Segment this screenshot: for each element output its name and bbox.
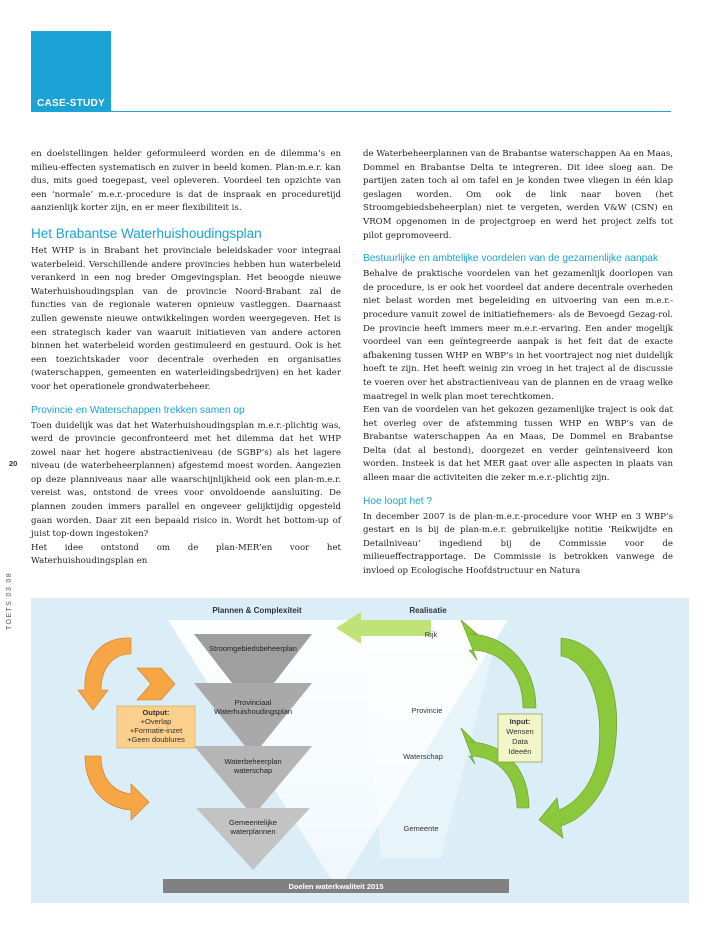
journal-issue-label: TOETS 03 08 bbox=[6, 571, 13, 630]
input-item-2: Data bbox=[512, 737, 528, 746]
output-title: Output: bbox=[142, 708, 170, 717]
page-number: 20 bbox=[9, 459, 18, 468]
realisatie-provincie: Provincie bbox=[411, 706, 443, 715]
realisatie-waterschap: Waterschap bbox=[403, 752, 443, 761]
output-item-1: +Overlap bbox=[140, 717, 172, 726]
heading-provincie-waterschappen: Provincie en Waterschappen trekken samen op bbox=[31, 404, 245, 416]
heading-waterhuishoudingsplan: Het Brabantse Waterhuishoudingsplan bbox=[31, 225, 262, 241]
orange-curve-arrow-bottom bbox=[85, 756, 149, 820]
right-column bbox=[363, 148, 673, 579]
level-label-4b: waterplannen bbox=[230, 827, 276, 836]
level-label-1: Stroomgebiedsbeheerplan bbox=[209, 644, 297, 653]
input-item-3: Ideeën bbox=[508, 747, 532, 756]
left-paragraph-2: Het WHP is in Brabant het provinciale beleidskader voor integraal waterbeleid. Verschillende andere provincies hebben hun waterbeleid verankerd in een nog breder Omgevingsplan. Het beoogde nieuwe Waterhuishoudingsplan van de provincie Noord-Brabant zal de functies van de regionale wateren opnieuw vastleggen. Daarnaast zullen gewenste nieuwe ontwikkelingen worden weergegeven. Het is een strategisch kader van waaruit initiatieven van andere actoren binnen het waterbeleid worden gestimuleerd en gestuurd. Ook is het een toezichtskader voor decentrale overheden en organisaties (waterschappen, gemeenten en waterleidingsbedrijven) en het kader voor het operationele grondwaterbeheer. bbox=[31, 245, 341, 392]
level-label-4a: Gemeentelijke bbox=[229, 818, 277, 827]
header-plannen: Plannen & Complexiteit bbox=[212, 606, 302, 615]
section-label: CASE-STUDY bbox=[37, 98, 106, 109]
input-title: Input: bbox=[509, 717, 531, 726]
realisatie-gemeente: Gemeente bbox=[403, 824, 439, 833]
footer-label: Doelen waterkwaliteit 2015 bbox=[288, 882, 384, 891]
right-paragraph-4: In december 2007 is de plan-m.e.r.-procedure voor WHP en 3 WBP’s gestart en is bij de plan-m.e.r. gebruikelijke notitie ‘Reikwijdte en Detailniveau’ ingediend bij de Commissie voor de milieueffectrapportage. De Commissie is betrokken vanwege de invloed op Ecologische Hoofdstructuur en Natura bbox=[363, 511, 673, 577]
left-paragraph-1: en doelstellingen helder geformuleerd worden en de dilemma’s en milieu-effecten systematisch en zuiver in beeld komen. Plan-m.e.r. kan dus, mits goed toegepast, veel opleveren. Voordeel ten opzichte van een ‘normale’ m.e.r.-procedure is dat de inspraak en proceduretijd aanzienlijk korter zijn, en er meer flexibiliteit is. bbox=[31, 149, 341, 214]
input-item-1: Wensen bbox=[506, 727, 534, 736]
level-label-3a: Waterbeheerplan bbox=[224, 757, 282, 766]
realisatie-band bbox=[361, 620, 501, 858]
header-rule bbox=[31, 111, 671, 112]
process-diagram bbox=[31, 598, 689, 903]
heading-voordelen: Bestuurlijke en ambtelijke voordelen van de gezamenlijke aanpak bbox=[363, 253, 659, 265]
header-realisatie: Realisatie bbox=[409, 606, 447, 615]
heading-hoe-loopt-het: Hoe loopt het ? bbox=[363, 495, 433, 507]
output-item-2: +Formatie-inzet bbox=[129, 726, 183, 735]
orange-curve-arrow-top bbox=[78, 638, 131, 710]
right-paragraph-2: Behalve de praktische voordelen van het gezamenlijk doorlopen van de procedure, is er ook het voordeel dat andere decentrale overheden niet belast worden met begeleiding en uitvoering van een m.e.r.-procedure vanuit zowel de initiatiefnemers- als de Bevoegd Gezag-rol. De provincie heeft immers meer m.e.r.-ervaring. Een ander mogelijk voordeel van een geïntegreerde aanpak is het feit dat de exacte afbakening tussen WHP en WBP’s in het voortraject nog niet duidelijk hoeft te zijn. Het heeft weinig zin vroeg in het traject al de discussie te voeren over het abstractieniveau van de plannen en de vraag welke maatregel in welk plan moet terechtkomen. bbox=[363, 269, 673, 402]
level-label-2a: Provinciaal bbox=[234, 698, 272, 707]
right-paragraph-3: Een van de voordelen van het gekozen gezamenlijke traject is ook dat het overleg over de afstemming tussen WHP en WBP’s van de Brabantse waterschappen Aa en Maas, De Dommel en Brabantse Delta (dat al bestond), doorgezet en verder geïntensiveerd kon worden. Insteek is dat het MER gaat over alle aspecten in plaats van alleen maar die activiteiten die zeker m.e.r.-plichtig zijn. bbox=[363, 405, 673, 484]
left-paragraph-4: Het idee ontstond om de plan-MER’en voor het Waterhuishoudingsplan en bbox=[31, 542, 341, 567]
output-item-3: +Geen doublures bbox=[127, 735, 185, 744]
realisatie-rijk: Rijk bbox=[424, 630, 438, 639]
right-paragraph-1: de Waterbeheerplannen van de Brabantse waterschappen Aa en Maas, Dommel en Brabantse Delta te integreren. Dit idee sloeg aan. De partijen zaten toch al om tafel en je konden twee vliegen in één klap geslagen worden. Om ook de link naar boven (het Stroomgebiedsbeheerplan) niet te vergeten, werden V&W (CSN) en VROM opgenomen in de projectgroep en werd het project zelfs tot pilot gepromoveerd. bbox=[363, 149, 673, 241]
level-label-3b: waterschap bbox=[233, 766, 273, 775]
left-column bbox=[31, 148, 341, 569]
green-curve-arrow-bottom bbox=[539, 638, 617, 838]
left-paragraph-3: Toen duidelijk was dat het Waterhuishoudingsplan m.e.r.-plichtig was, werd de provincie geconfronteerd met het dilemma dat het WHP zowel naar het hogere abstractieniveau (de SGBP’s) als het lagere niveau (de waterbeheerplannen) afgestemd moest worden. Aangezien op deze planniveaus naar alle waarschijnlijkheid ook een plan-m.e.r. vereist was, ontstond de vrees voor onvoldoende aansluiting. De plannen zouden immers parallel en ongeveer gelijktijdig opgesteld gaan worden. Daar zit een bepaald risico in. Wordt het bottom-up of juist top-down ingestoken? bbox=[31, 420, 341, 540]
level-label-2b: Waterhuishoudingsplan bbox=[213, 707, 293, 716]
